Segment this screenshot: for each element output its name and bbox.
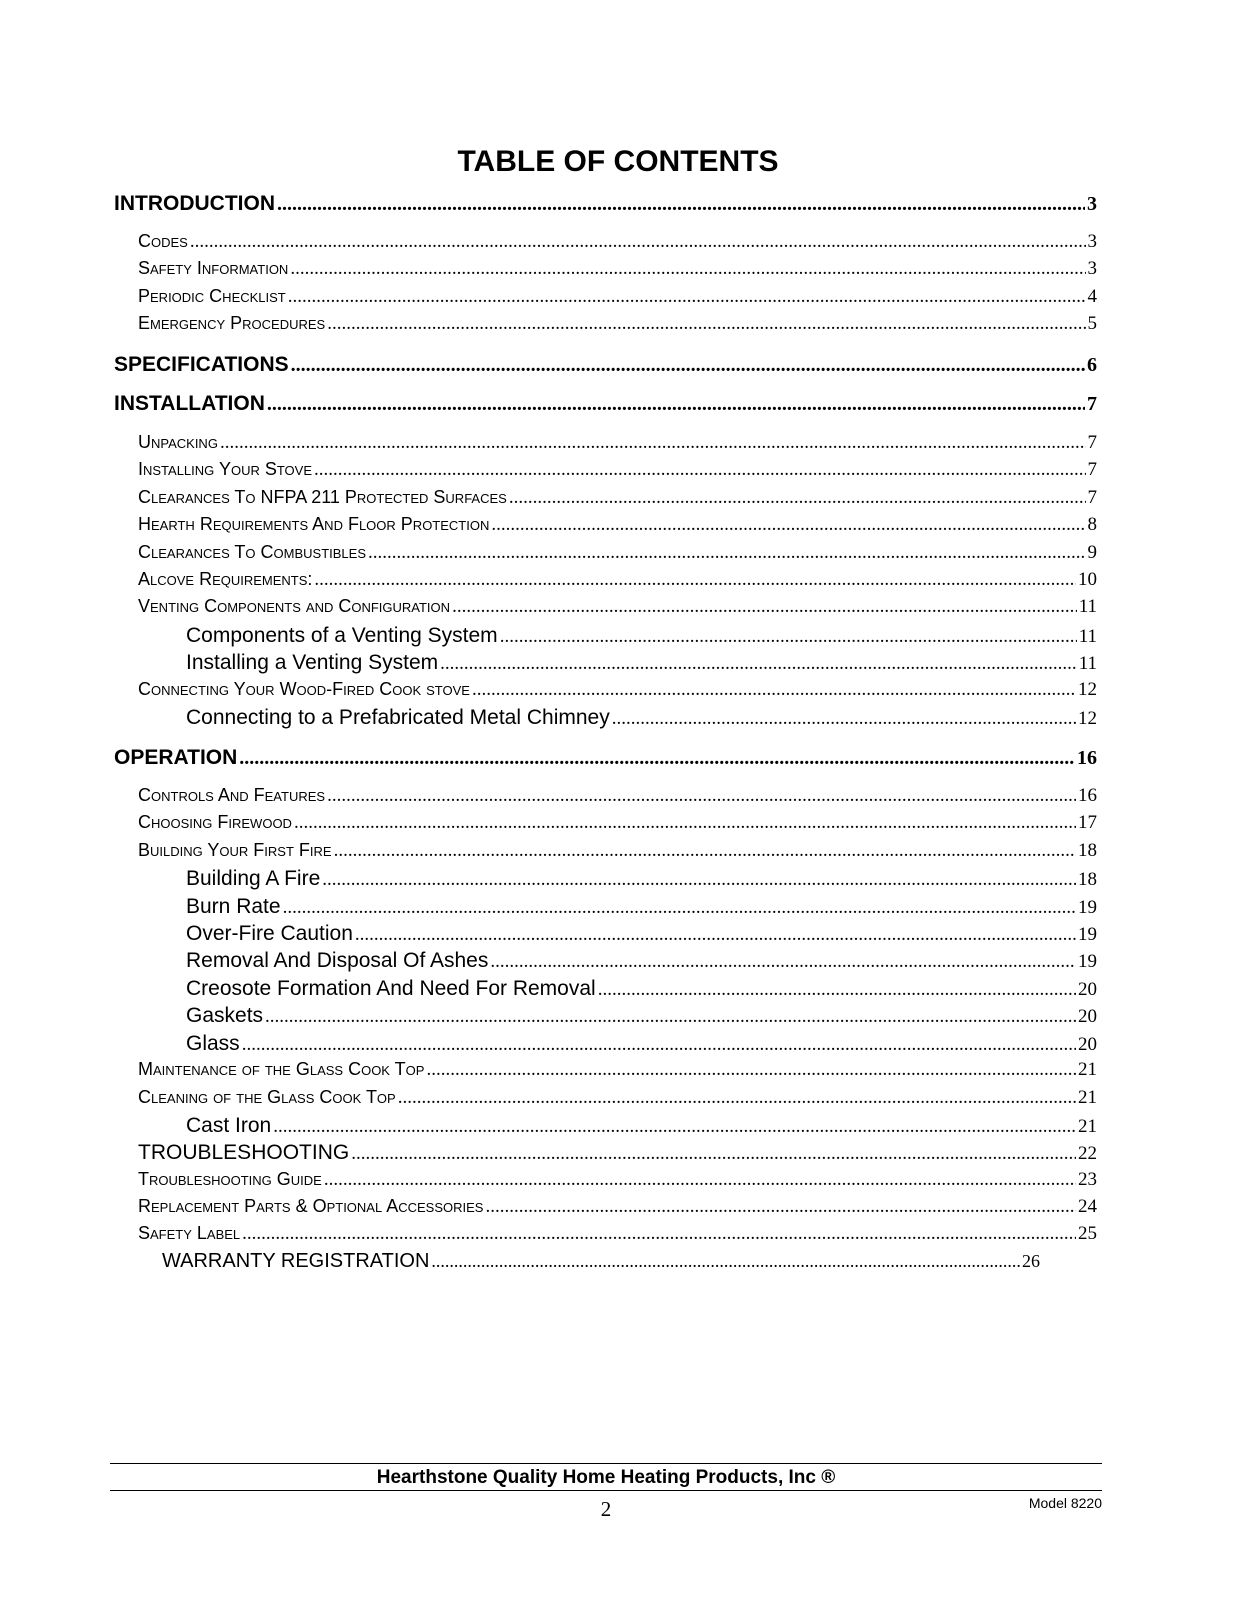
toc-entry-label: Burn Rate bbox=[186, 895, 281, 918]
toc-entry-label: WARRANTY REGISTRATION bbox=[162, 1250, 430, 1272]
toc-entry-page: 3 bbox=[1087, 258, 1097, 279]
toc-entry bbox=[138, 231, 1097, 259]
toc-leader-dots bbox=[509, 487, 1086, 509]
toc-entry-label: Cleaning of the Glass Cook Top bbox=[138, 1087, 396, 1107]
toc-entry-page: 25 bbox=[1078, 1223, 1097, 1244]
toc-entry-page: 17 bbox=[1078, 812, 1097, 833]
toc-leader-dots bbox=[485, 1196, 1076, 1218]
toc-leader-dots bbox=[277, 193, 1085, 216]
toc-entry-page: 19 bbox=[1078, 924, 1097, 945]
toc-entry-page: 18 bbox=[1078, 869, 1097, 890]
toc-leader-dots bbox=[431, 1251, 1020, 1272]
toc-entry bbox=[186, 867, 1097, 895]
toc-entry-page: 6 bbox=[1087, 354, 1097, 376]
toc-entry-label: OPERATION bbox=[114, 746, 238, 769]
toc-entry-label: Maintenance of the Glass Cook Top bbox=[138, 1059, 425, 1079]
toc-entry bbox=[114, 353, 1097, 381]
toc-entry-page: 12 bbox=[1078, 679, 1097, 700]
toc-entry-page: 22 bbox=[1078, 1143, 1097, 1164]
toc-entry bbox=[138, 1059, 1097, 1087]
toc-entry-page: 23 bbox=[1078, 1169, 1097, 1190]
toc-entry-label: Building A Fire bbox=[186, 867, 321, 890]
toc-leader-dots bbox=[294, 812, 1076, 834]
toc-entry-label: Safety Label bbox=[138, 1223, 241, 1243]
toc-leader-dots bbox=[220, 432, 1086, 454]
toc-entry bbox=[186, 895, 1097, 923]
page-number: 2 bbox=[600, 1497, 612, 1521]
toc-leader-dots bbox=[612, 708, 1076, 730]
toc-leader-dots bbox=[490, 951, 1076, 973]
toc-entry bbox=[138, 840, 1097, 868]
toc-entry-page: 3 bbox=[1087, 193, 1097, 215]
toc-leader-dots bbox=[491, 514, 1085, 536]
toc-leader-dots bbox=[440, 653, 1077, 675]
toc-entry-page: 7 bbox=[1087, 432, 1097, 453]
toc-entry bbox=[186, 922, 1097, 950]
toc-entry-label: Installing a Venting System bbox=[186, 651, 439, 674]
toc-leader-dots bbox=[351, 1143, 1076, 1165]
toc-entry-label: Clearances To Combustibles bbox=[138, 542, 366, 562]
toc-entry bbox=[138, 679, 1097, 707]
toc-entry bbox=[138, 487, 1097, 515]
toc-entry-label: Periodic Checklist bbox=[138, 286, 286, 306]
toc-leader-dots bbox=[242, 1223, 1076, 1245]
toc-entry bbox=[138, 785, 1097, 813]
toc-leader-dots bbox=[452, 596, 1077, 618]
toc-entry bbox=[138, 1087, 1097, 1115]
toc-entry bbox=[114, 192, 1097, 220]
toc-entry-page: 20 bbox=[1078, 1034, 1097, 1055]
toc-leader-dots bbox=[273, 1116, 1076, 1138]
toc-leader-dots bbox=[242, 1034, 1076, 1056]
toc-entry-page: 11 bbox=[1078, 653, 1097, 674]
model-number: Model 8220 bbox=[1028, 1495, 1102, 1511]
toc-entry bbox=[138, 812, 1097, 840]
toc-entry-page: 16 bbox=[1078, 785, 1097, 806]
toc-entry-page: 11 bbox=[1078, 596, 1097, 617]
toc-leader-dots bbox=[290, 258, 1085, 280]
toc-entry-page: 19 bbox=[1078, 951, 1097, 972]
toc-entry-label: INSTALLATION bbox=[114, 392, 265, 415]
toc-leader-dots bbox=[327, 313, 1085, 335]
toc-entry bbox=[138, 1141, 1097, 1169]
toc-entry bbox=[162, 1250, 1040, 1278]
toc-leader-dots bbox=[598, 979, 1076, 1001]
toc-entry bbox=[138, 459, 1097, 487]
toc-entry-page: 4 bbox=[1087, 286, 1097, 307]
toc-entry bbox=[186, 977, 1097, 1005]
toc-entry bbox=[186, 624, 1097, 652]
toc-leader-dots bbox=[239, 747, 1075, 770]
toc-leader-dots bbox=[398, 1087, 1076, 1109]
toc-entry-label: Emergency Procedures bbox=[138, 313, 326, 333]
toc-entry-label: Replacement Parts & Optional Accessories bbox=[138, 1196, 484, 1216]
toc-entry-page: 5 bbox=[1087, 313, 1097, 334]
toc-entry-label: Building Your First Fire bbox=[138, 840, 332, 860]
toc-entry-page: 21 bbox=[1078, 1116, 1097, 1137]
toc-entry-page: 16 bbox=[1077, 747, 1097, 769]
toc-entry bbox=[186, 1004, 1097, 1032]
toc-entry-label: Gaskets bbox=[186, 1004, 264, 1027]
toc-entry bbox=[138, 286, 1097, 314]
page-title: TABLE OF CONTENTS bbox=[457, 145, 779, 178]
toc-leader-dots bbox=[355, 924, 1076, 946]
toc-entry-page: 3 bbox=[1087, 231, 1097, 252]
toc-entry-page: 21 bbox=[1078, 1059, 1097, 1080]
toc-entry-label: Connecting Your Wood-Fired Cook stove bbox=[138, 679, 470, 699]
toc-leader-dots bbox=[500, 626, 1077, 648]
toc-entry bbox=[186, 949, 1097, 977]
toc-leader-dots bbox=[314, 569, 1076, 591]
toc-entry-page: 11 bbox=[1078, 626, 1097, 647]
toc-leader-dots bbox=[472, 679, 1076, 701]
toc-entry-label: Hearth Requirements And Floor Protection bbox=[138, 514, 490, 534]
toc-entry-page: 8 bbox=[1087, 514, 1097, 535]
toc-entry-label: Connecting to a Prefabricated Metal Chimney bbox=[186, 706, 610, 729]
toc-entry bbox=[138, 596, 1097, 624]
toc-entry bbox=[138, 569, 1097, 597]
toc-entry-label: Creosote Formation And Need For Removal bbox=[186, 977, 596, 1000]
toc-entry-label: INTRODUCTION bbox=[114, 192, 275, 215]
toc-entry-page: 7 bbox=[1087, 487, 1097, 508]
toc-entry-page: 19 bbox=[1078, 897, 1097, 918]
toc-leader-dots bbox=[265, 1006, 1076, 1028]
toc-entry-label: Venting Components and Configuration bbox=[138, 596, 451, 616]
toc-entry bbox=[186, 1032, 1097, 1060]
toc-entry-label: Troubleshooting Guide bbox=[138, 1169, 322, 1189]
toc-leader-dots bbox=[291, 354, 1085, 377]
toc-entry-label: Unpacking bbox=[138, 432, 218, 452]
toc-entry-page: 7 bbox=[1087, 459, 1097, 480]
toc-entry bbox=[138, 1196, 1097, 1224]
toc-entry bbox=[138, 313, 1097, 341]
footer-company-name: Hearthstone Quality Home Heating Products, Inc ® bbox=[376, 1467, 836, 1488]
toc-entry-label: Controls And Features bbox=[138, 785, 326, 805]
toc-entry bbox=[186, 1114, 1097, 1142]
toc-leader-dots bbox=[314, 459, 1085, 481]
toc-leader-dots bbox=[426, 1059, 1076, 1081]
toc-leader-dots bbox=[334, 840, 1076, 862]
toc-entry-label: Safety Information bbox=[138, 258, 289, 278]
toc-entry-page: 9 bbox=[1087, 542, 1097, 563]
toc-entry-label: Removal And Disposal Of Ashes bbox=[186, 949, 489, 972]
toc-entry bbox=[186, 651, 1097, 679]
toc-leader-dots bbox=[322, 869, 1076, 891]
toc-entry bbox=[114, 392, 1097, 420]
footer-bottom-rule bbox=[110, 1490, 1102, 1491]
footer-top-rule bbox=[110, 1463, 1102, 1464]
toc-entry-page: 26 bbox=[1022, 1251, 1040, 1271]
toc-entry-label: Alcove Requirements: bbox=[138, 569, 313, 589]
toc-entry-page: 24 bbox=[1078, 1196, 1097, 1217]
toc-entry bbox=[138, 542, 1097, 570]
toc-entry-label: Clearances To NFPA 211 Protected Surfaces bbox=[138, 487, 507, 507]
toc-leader-dots bbox=[190, 231, 1086, 253]
toc-entry-page: 10 bbox=[1078, 569, 1097, 590]
toc-entry bbox=[138, 1223, 1097, 1251]
toc-entry bbox=[114, 746, 1097, 774]
toc-entry-label: Over-Fire Caution bbox=[186, 922, 353, 945]
toc-entry bbox=[138, 258, 1097, 286]
toc-entry-page: 12 bbox=[1078, 708, 1097, 729]
toc-entry-page: 20 bbox=[1078, 979, 1097, 1000]
toc-entry-page: 18 bbox=[1078, 840, 1097, 861]
toc-entry bbox=[138, 432, 1097, 460]
toc-entry bbox=[138, 514, 1097, 542]
toc-entry-label: Cast Iron bbox=[186, 1114, 272, 1137]
toc-entry-label: Components of a Venting System bbox=[186, 624, 498, 647]
toc-entry-page: 21 bbox=[1078, 1087, 1097, 1108]
toc-entry-label: SPECIFICATIONS bbox=[114, 353, 289, 376]
toc-entry-label: Glass bbox=[186, 1032, 240, 1055]
toc-leader-dots bbox=[288, 286, 1086, 308]
toc-entry-label: Codes bbox=[138, 231, 188, 251]
toc-entry bbox=[186, 706, 1097, 734]
toc-entry-label: Choosing Firewood bbox=[138, 812, 292, 832]
toc-leader-dots bbox=[324, 1169, 1076, 1191]
toc-entry bbox=[138, 1169, 1097, 1197]
toc-entry-label: TROUBLESHOOTING bbox=[138, 1141, 350, 1164]
toc-leader-dots bbox=[267, 393, 1085, 416]
toc-leader-dots bbox=[327, 785, 1076, 807]
toc-leader-dots bbox=[283, 897, 1076, 919]
toc-entry-page: 7 bbox=[1087, 393, 1097, 415]
toc-leader-dots bbox=[368, 542, 1086, 564]
toc-entry-label: Installing Your Stove bbox=[138, 459, 313, 479]
toc-entry-page: 20 bbox=[1078, 1006, 1097, 1027]
